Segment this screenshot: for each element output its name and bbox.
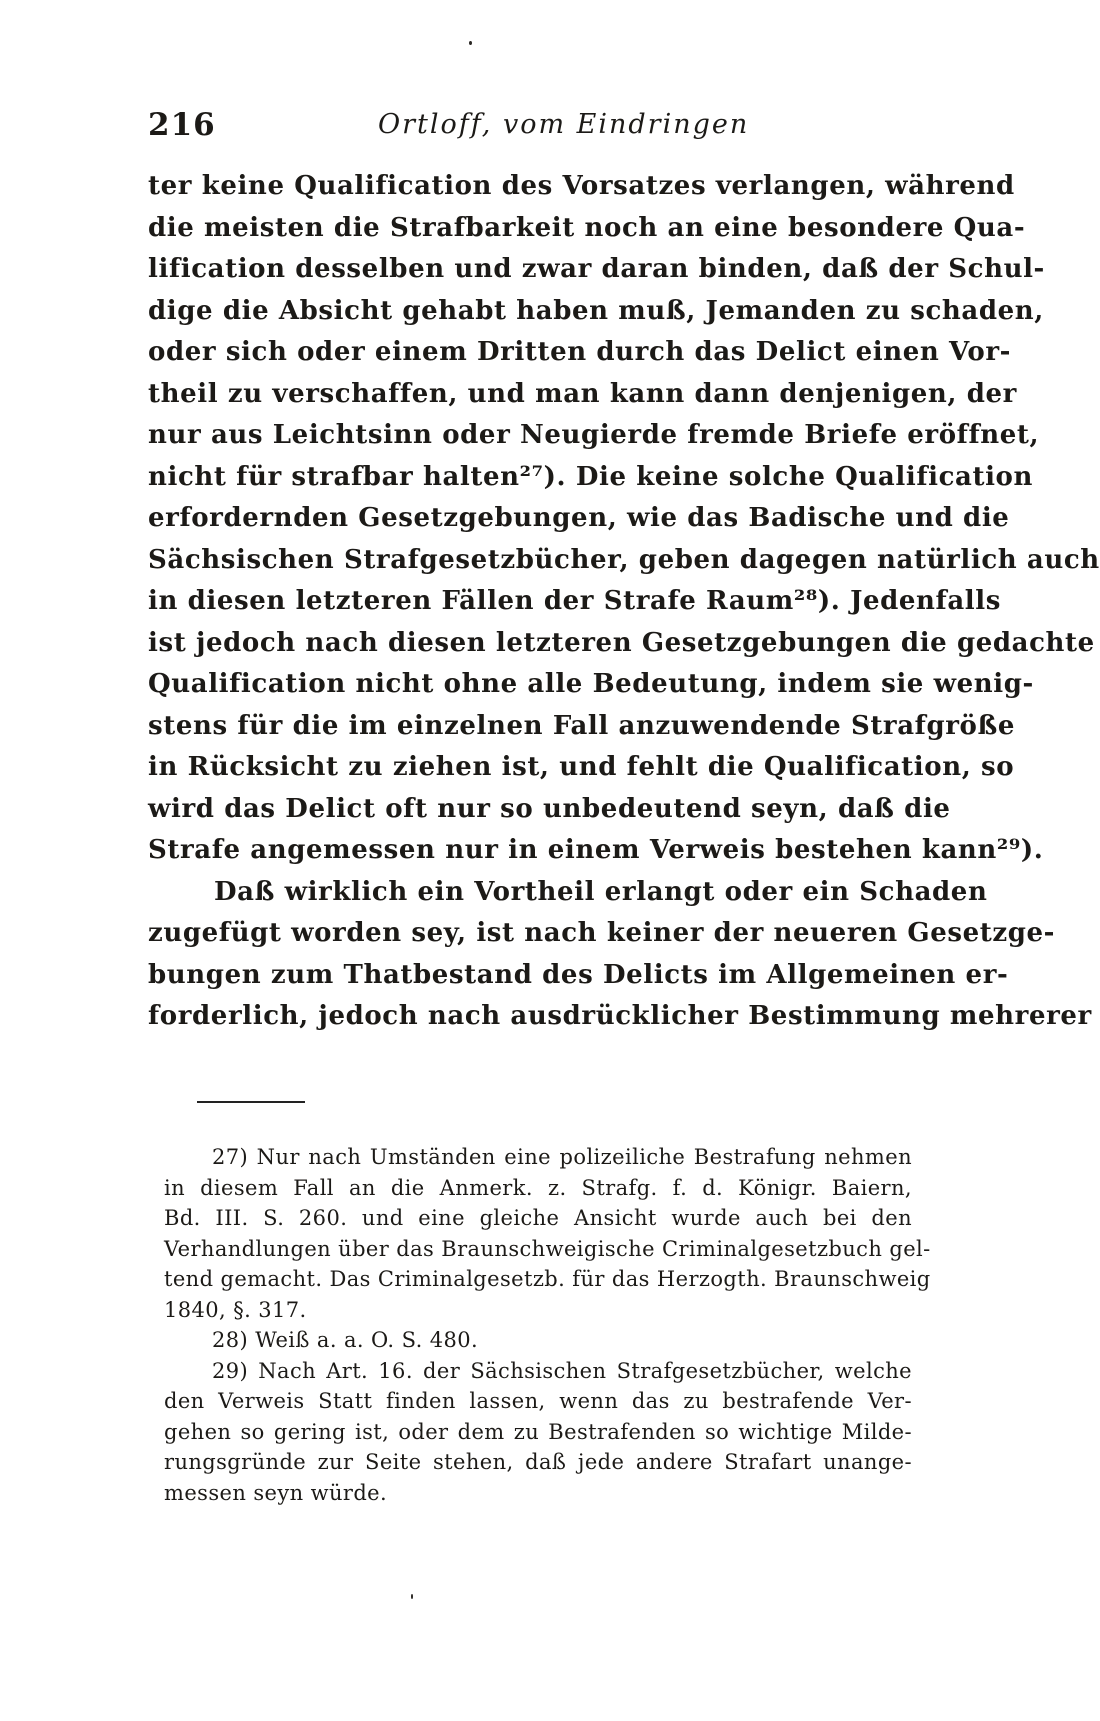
body-line: forderlich, jedoch nach ausdrücklicher Bestimmung mehrerer: [148, 1001, 1092, 1031]
body-line: theil zu verschaffen, und man kann dann denjenigen, der: [148, 378, 1017, 409]
footnote-29: 29) Nach Art. 16. der Sächsischen Strafgesetzbücher, welche: [212, 1358, 912, 1383]
page-header: [148, 107, 908, 157]
footnote-27: 27) Nur nach Umständen eine polizeiliche Bestrafung nehmen: [212, 1145, 912, 1169]
print-speck: [469, 41, 472, 45]
body-line: nur aus Leichtsinn oder Neugierde fremde Briefe eröffnet,: [148, 420, 1040, 450]
footnote-line: rungsgründe zur Seite stehen, daß jede andere Strafart unange-: [164, 1450, 912, 1474]
body-line: Qualification nicht ohne alle Bedeutung, indem sie wenig-: [148, 669, 1034, 699]
body-line: dige die Absicht gehabt haben muß, Jemanden zu schaden,: [148, 295, 1044, 326]
body-line: erfordernden Gesetzgebungen, wie das Badische und die: [148, 503, 1010, 533]
body-line: stens für die im einzelnen Fall anzuwendende Strafgröße: [148, 710, 1015, 741]
body-line: ist jedoch nach diesen letzteren Gesetzgebungen die gedachte: [148, 627, 1095, 658]
body-line: zugefügt worden sey, ist nach keiner der neueren Gesetzge-: [148, 918, 1056, 948]
footnote-line: in diesem Fall an die Anmerk. z. Strafg. f. d. Königr. Baiern,: [164, 1175, 912, 1200]
body-text: [148, 166, 1100, 1038]
body-line: oder sich oder einem Dritten durch das Delict einen Vor-: [148, 337, 1012, 367]
footnotes: [164, 1142, 931, 1508]
paragraph-first-line: Daß wirklich ein Vortheil erlangt oder ein Schaden: [214, 876, 988, 907]
body-line: nicht für strafbar halten²⁷). Die keine solche Qualification: [148, 461, 1033, 492]
footnote-line: tend gemacht. Das Criminalgesetzb. für das Herzogth. Braunschweig: [164, 1267, 931, 1291]
body-line: wird das Delict oft nur so unbedeutend seyn, daß die: [148, 793, 951, 824]
body-line: Strafe angemessen nur in einem Verweis bestehen kann²⁹).: [148, 835, 1044, 865]
footnote-line: den Verweis Statt finden lassen, wenn das zu bestrafende Ver-: [164, 1389, 912, 1413]
body-line: in diesen letzteren Fällen der Strafe Raum²⁸). Jedenfalls: [148, 586, 1001, 616]
footnote-divider: [197, 1101, 305, 1103]
body-line: Sächsischen Strafgesetzbücher, geben dagegen natürlich auch: [148, 544, 1100, 575]
body-line: in Rücksicht zu ziehen ist, und fehlt die Qualification, so: [148, 752, 1015, 782]
body-line: ter keine Qualification des Vorsatzes verlangen, während: [148, 171, 1015, 201]
footnote-line: Bd. III. S. 260. und eine gleiche Ansicht wurde auch bei den: [164, 1206, 912, 1230]
running-head: Ortloff, vom Eindringen: [378, 109, 750, 140]
footnote-line: gehen so gering ist, oder dem zu Bestrafenden so wichtige Milde-: [164, 1419, 912, 1444]
footnote-line: 1840, §. 317.: [164, 1297, 307, 1322]
print-speck: [411, 1594, 413, 1599]
body-line: lification desselben und zwar daran binden, daß der Schul-: [148, 254, 1045, 284]
footnote-line: Verhandlungen über das Braunschweigische Criminalgesetzbuch gel-: [164, 1236, 931, 1261]
body-line: die meisten die Strafbarkeit noch an eine besondere Qua-: [148, 212, 1026, 243]
page-number: 216: [148, 107, 216, 143]
footnote-28: 28) Weiß a. a. O. S. 480.: [212, 1328, 479, 1352]
footnote-line: messen seyn würde.: [164, 1480, 388, 1505]
body-line: bungen zum Thatbestand des Delicts im Allgemeinen er-: [148, 959, 1009, 990]
